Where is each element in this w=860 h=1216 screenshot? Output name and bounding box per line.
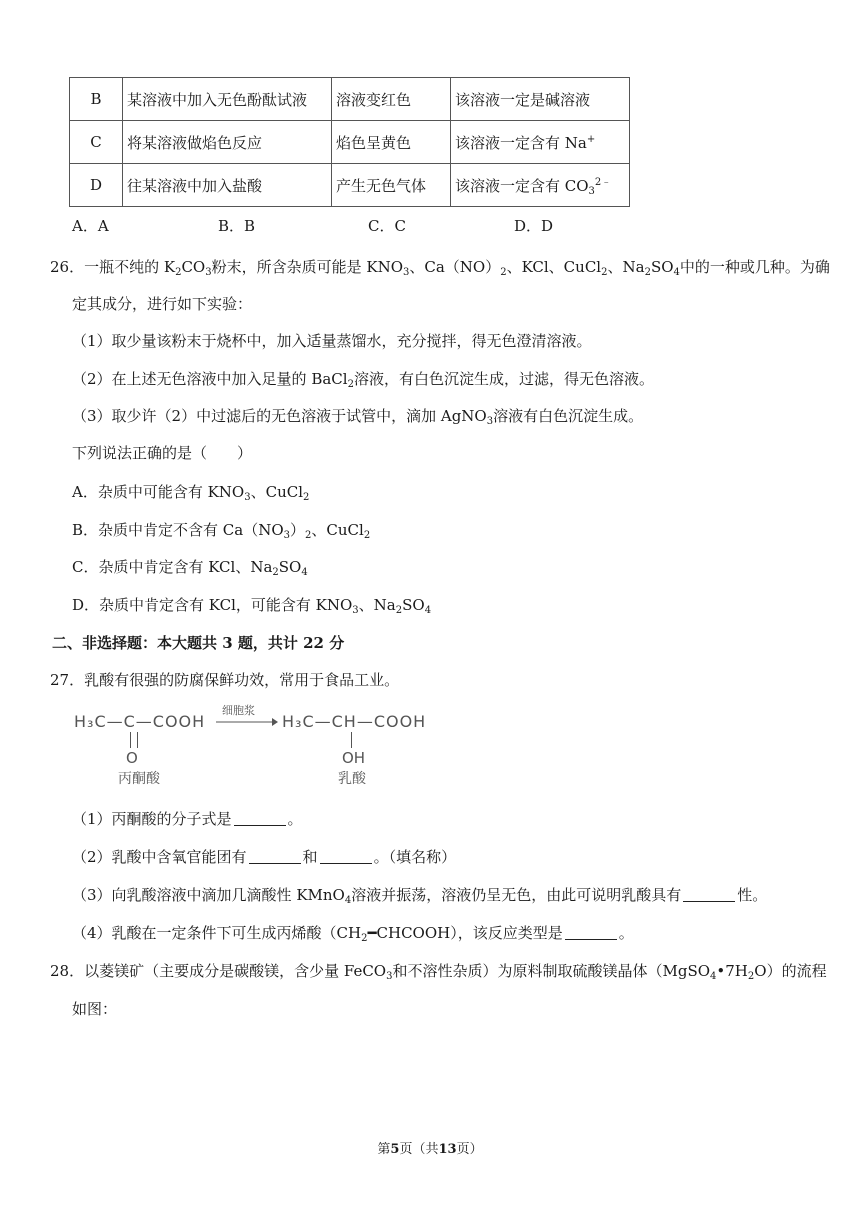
q27-part1: （1）丙酮酸的分子式是 。 [72,810,303,828]
row-label: C [70,121,123,164]
q26-option-a: A．杂质中可能含有 $KNO_3$、CuCl$_2$ [72,483,310,503]
lactic-acid-formula: H₃C—CH—COOH [282,712,427,731]
q27-intro: 27．乳酸有很强的防腐保鲜功效，常用于食品工业。 [50,671,400,689]
pyruvic-acid-name: 丙酮酸 [118,771,160,787]
lactic-acid-hydroxyl: OH [342,749,366,767]
q26-option-b: B．杂质中肯定不含有 $Ca(NO_3)_2$、CuCl$_2$ [72,521,371,541]
table-row [70,164,630,207]
row-operation: 往某溶液中加入盐酸 [123,164,332,207]
table-row [70,78,630,121]
reaction-arrow-icon [216,716,278,728]
answer-blank[interactable] [249,849,301,864]
row-operation: 某溶液中加入无色酚酞试液 [123,78,332,121]
q26-step3: （3）取少许（2）中过滤后的无色溶液于试管中，滴加 AgNO$_3$溶液有白色沉淀生成。 [72,407,644,427]
q25-choice-a: A．A [72,217,109,235]
q26-line1: 26．一瓶不纯的 $K_2CO_3$粉末，所含杂质可能是 $KNO_3$、$Ca(NO)_2$、KCl、CuCl$_2$、$Na_2SO_4$中的一种或几种。为确 [50,258,830,278]
reaction-scheme [70,702,450,786]
pyruvic-acid-formula: H₃C—C—COOH [74,712,206,731]
q27-part2: （2）乳酸中含氧官能团有 和 。（填名称） [72,848,457,866]
q26-step2: （2）在上述无色溶液中加入足量的 BaCl$_2$溶液，有白色沉淀生成，过滤，得无色溶液。 [72,370,654,390]
lactic-acid-name: 乳酸 [338,771,366,787]
row-phenomenon: 焰色呈黄色 [332,121,451,164]
answer-blank[interactable] [565,925,617,940]
table-row [70,121,630,164]
row-phenomenon: 产生无色气体 [332,164,451,207]
row-label: D [70,164,123,207]
q26-option-d: D．杂质中肯定含有 KCl，可能含有 $KNO_3$、$Na_2SO_4$ [72,596,432,616]
row-operation: 将某溶液做焰色反应 [123,121,332,164]
q25-choice-b: B．B [218,217,256,235]
arrow-label: 细胞浆 [222,704,255,717]
options-table [69,77,630,207]
q26-option-c: C．杂质中肯定含有 KCl、$Na_2SO_4$ [72,558,308,578]
q28-line2: 如图： [72,1000,118,1018]
row-phenomenon: 溶液变红色 [332,78,451,121]
page-footer: 第5页（共13页） [377,1142,483,1157]
q25-choice-c: C．C [368,217,406,235]
row-conclusion: 该溶液一定含有 $CO_3^{2﹣}$ [451,164,630,207]
row-conclusion: 该溶液一定是碱溶液 [451,78,630,121]
q28-line1: 28．以菱镁矿（主要成分是碳酸镁，含少量 FeCO$_3$和不溶性杂质）为原料制取硫酸镁晶体$(MgSO_4•7H_2O)$的流程 [50,962,827,982]
section-heading: 二、非选择题：本大题共 3 题，共计 22 分 [52,634,345,652]
q27-part3: （3）向乳酸溶液中滴加几滴酸性 KMnO$_4$溶液并振荡，溶液仍呈无色，由此可说明乳酸具有 性。 [72,886,768,906]
pyruvic-acid-oxygen: O [126,749,138,767]
q26-step1: （1）取少量该粉末于烧杯中，加入适量蒸馏水，充分搅拌，得无色澄清溶液。 [72,332,592,350]
q25-choice-d: D．D [514,217,554,235]
row-conclusion: 该溶液一定含有 Na+ [451,121,630,164]
answer-blank[interactable] [320,849,372,864]
q27-part4: （4）乳酸在一定条件下可生成丙烯酸$(CH_2━CHCOOH)$，该反应类型是 。 [72,924,634,944]
answer-blank[interactable] [234,811,286,826]
double-bond-mark [130,732,138,748]
q26-ask: 下列说法正确的是（ ） [72,444,253,462]
answer-blank[interactable] [683,887,735,902]
q26-line2: 定其成分，进行如下实验： [72,295,253,313]
row-label: B [70,78,123,121]
single-bond-mark [351,732,352,748]
